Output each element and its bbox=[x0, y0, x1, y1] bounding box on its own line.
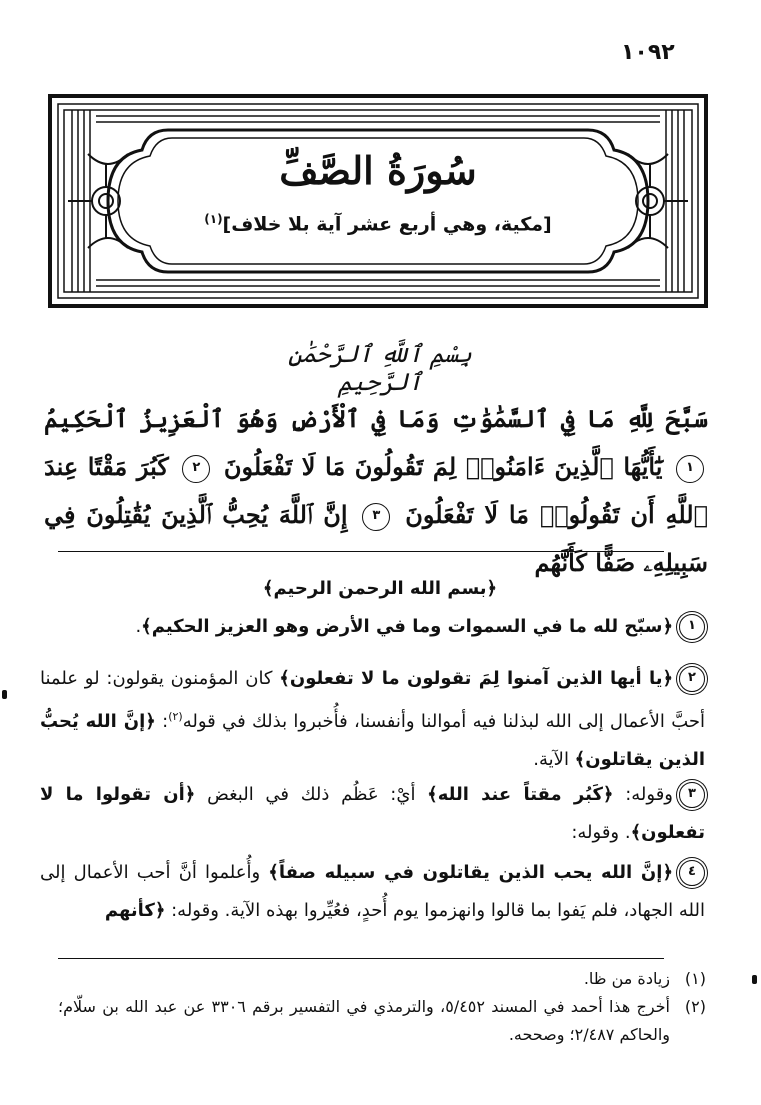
tafsir-heading: ﴿بسم الله الرحمن الرحيم﴾ bbox=[262, 578, 498, 599]
footnote-number: (٢) bbox=[684, 997, 706, 1016]
entry-text: . وقوله: bbox=[571, 822, 631, 843]
divider bbox=[58, 551, 664, 552]
footnote-ref: (١) bbox=[204, 212, 223, 226]
verse-number-badge: ٣ bbox=[679, 782, 705, 808]
surah-title-frame bbox=[48, 94, 708, 308]
footnote-text: زيادة من ظا. bbox=[583, 969, 670, 988]
verse-quote: ﴿إنَّ الله يحب الذين يقاتلون في سبيله صفاً﴾ bbox=[268, 862, 673, 883]
verse-number-badge: ١ bbox=[679, 614, 705, 640]
quran-verse-1: سَبَّحَ لِلَّهِ مَا فِي ٱلسَّمَٰوَٰتِ وَمَا فِي ٱلْأَرْضِ وَهُوَ ٱلْعَزِيزُ ٱلْحَكِيمُ bbox=[44, 404, 708, 433]
verse-quote: ﴿إنَّ الله يُحبُّ الذين يقاتلون﴾ bbox=[40, 711, 705, 770]
footnotes bbox=[58, 965, 706, 1049]
ornamental-border bbox=[48, 94, 708, 308]
footnote-2 bbox=[58, 993, 706, 1049]
entry-text: كان المؤمنون يقولون: لو علمنا أحبَّ الأعمال إلى الله لبذلنا فيه أموالنا وأنفسنا، فأُخبروا بذلك في قوله bbox=[40, 668, 705, 732]
entry-text: : bbox=[155, 711, 169, 732]
tafsir-entry-3 bbox=[40, 776, 705, 852]
entry-text: . bbox=[135, 616, 142, 637]
scan-mark bbox=[2, 690, 7, 699]
ayah-marker-2: ٢ bbox=[182, 455, 210, 483]
scan-mark bbox=[752, 975, 757, 984]
tafsir-entry-2 bbox=[40, 660, 705, 779]
verse-number-badge: ٢ bbox=[679, 666, 705, 692]
entry-text: أيْ: عَظُم ذلك في البغض bbox=[195, 784, 428, 805]
verse-number-badge: ٤ bbox=[679, 860, 705, 886]
verse-quote: ﴿سبّح لله ما في السموات وما في الأرض وهو العزيز الحكيم﴾ bbox=[141, 616, 673, 637]
verse-quote: ﴿أن تقولوا ما لا تفعلون﴾ bbox=[40, 784, 705, 843]
surah-title: سُورَةُ الصَّفِّ bbox=[279, 148, 477, 193]
quran-verse-4: إِنَّ ٱللَّهَ يُحِبُّ ٱلَّذِينَ يُقَٰتِلُونَ فِي سَبِيلِهِۦ صَفًّا كَأَنَّهُم bbox=[44, 500, 708, 577]
entry-text: وقوله: bbox=[613, 784, 673, 805]
footnote-text: أخرج هذا أحمد في المسند ٥/٤٥٢، والترمذي في التفسير برقم ٣٣٠٦ عن عبد الله بن سلّام؛ والحاكم ٢/٤٨٧؛ وصححه. bbox=[58, 997, 671, 1044]
ayah-marker-1: ١ bbox=[676, 455, 704, 483]
quran-verse-3: كَبُرَ مَقْتًا عِندَ ٱللَّهِ أَن تَقُولُوا۟ مَا لَا تَفْعَلُونَ bbox=[44, 452, 709, 529]
basmala-calligraphy: بِسْمِ ٱللَّهِ ٱلرَّحْمَٰنِ ٱلرَّحِيمِ bbox=[287, 340, 472, 396]
footnote-ref: (٢) bbox=[168, 710, 183, 723]
quran-text bbox=[44, 395, 708, 587]
verse-quote: ﴿كأنهم bbox=[104, 900, 166, 921]
quran-verse-2: يَٰٓأَيُّهَا ٱلَّذِينَ ءَامَنُوا۟ لِمَ تَقُولُونَ مَا لَا تَفْعَلُونَ bbox=[223, 452, 663, 481]
footnote-divider bbox=[58, 958, 664, 959]
tafsir-entry-1 bbox=[40, 608, 705, 646]
footnote-number: (١) bbox=[684, 969, 706, 988]
verse-quote: ﴿كَبُر مقتاً عند الله﴾ bbox=[427, 784, 614, 805]
footnote-1 bbox=[58, 965, 706, 993]
ayah-marker-3: ٣ bbox=[362, 503, 390, 531]
entry-text: وأُعلموا أنَّ أحب الأعمال إلى الله الجهاد، فلم يَفوا بما قالوا وانهزموا يوم أُحدٍ، فعُيِّروا بهذه الآية. وقوله: bbox=[40, 862, 705, 921]
surah-subtitle bbox=[200, 212, 556, 235]
entry-text: الآية. bbox=[533, 749, 575, 770]
tafsir-entry-4 bbox=[40, 854, 705, 930]
verse-quote: ﴿يا أيها الذين آمنوا لِمَ تقولون ما لا تفعلون﴾ bbox=[279, 668, 674, 689]
page-number: ١٠٩٢ bbox=[621, 40, 675, 65]
surah-subtitle-text: [مكية، وهي أربع عشر آية بلا خلاف] bbox=[222, 213, 552, 236]
